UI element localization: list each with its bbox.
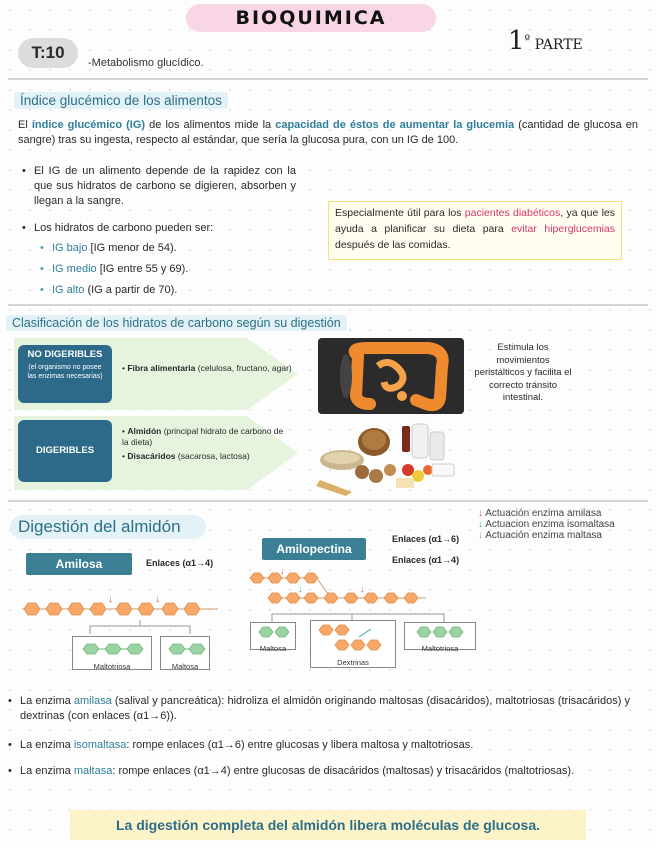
bullet-amilasa <box>8 694 630 724</box>
text-fragment: de los alimentos mide la <box>145 119 276 131</box>
amilosa-label: Amilosa <box>26 553 132 575</box>
legend-item-isomaltasa <box>478 519 615 530</box>
text-fragment: (cantidad de glucosa en sangre) tras su ingesta, respecto al estándar, que sería la glucosa pura, con un IG de 100. <box>18 119 638 146</box>
product-label: Maltosa <box>171 662 199 671</box>
no-dig-effect: Estimula los movimientos peristálticos y facilita el correcto tránsito intestinal. <box>474 342 572 403</box>
intestine-illustration <box>318 338 464 414</box>
bullet-text: El IG de un alimento depende de la rapidez con la que sus hidratos de carbono se digieren, absorben y llegan a la sangre. <box>34 165 296 207</box>
bullet-dot: • <box>8 765 12 777</box>
section-indice <box>14 92 228 110</box>
keyword-diabeticos: pacientes diabéticos <box>464 207 561 219</box>
text-fragment: La enzima <box>20 739 74 751</box>
amilopectina-label: Amilopectina <box>262 538 366 560</box>
ig-level-text: (IG a partir de 70). <box>84 284 178 296</box>
svg-text:↓: ↓ <box>108 594 113 605</box>
page-title: BIOQUIMICA <box>186 4 436 32</box>
ig-level-mid <box>40 262 189 277</box>
keyword-capacidad: capacidad de éstos de aumentar la glucemia <box>275 119 515 131</box>
ig-level-text: [IG entre 55 y 69). <box>96 263 189 275</box>
item-text: (sacarosa, lactosa) <box>175 451 250 461</box>
item-kw: Almidón <box>127 426 162 436</box>
keyword-ig: índice glucémico (IG) <box>31 119 146 131</box>
enzyme-legend <box>478 508 615 541</box>
legend-label: Actuación enzima maltasa <box>485 530 602 541</box>
amilopectina-chain <box>246 566 436 612</box>
svg-text:↓: ↓ <box>155 594 160 605</box>
text-fragment: El <box>18 119 32 131</box>
part-label <box>508 26 583 56</box>
bullet-dot: • <box>8 695 12 707</box>
maltosa-molecule <box>251 623 297 639</box>
amilosa-links: Enlaces (α1→4) <box>146 558 214 568</box>
bullet-dot: • <box>40 263 44 275</box>
keyword-evitar: evitar hiperglucemias <box>511 223 615 235</box>
ig-level-kw: IG bajo <box>52 242 88 254</box>
divider <box>8 78 648 80</box>
keyword-enzyme: isomaltasa <box>73 739 127 751</box>
amilopectina-links-14: Enlaces (α1→4) <box>392 555 460 565</box>
product-label: Maltotriosa <box>93 662 131 671</box>
box-digeribles: DIGERIBLES <box>18 420 112 482</box>
product-maltotriosa-box-2 <box>404 622 476 653</box>
ig-level-kw: IG medio <box>52 263 97 275</box>
legend-label: Actuacion enzima isomaltasa <box>485 519 615 530</box>
note-box <box>328 201 622 260</box>
text-fragment: La enzima <box>20 765 74 777</box>
bullet-dot: • <box>22 222 26 234</box>
legend-item-maltasa <box>478 530 615 541</box>
amilosa-chain <box>22 592 222 622</box>
item-text: (celulosa, fructano, agar) <box>195 363 292 373</box>
conclusion-box: La digestión completa del almidón libera moléculas de glucosa. <box>70 810 586 840</box>
ig-level-high <box>40 283 178 298</box>
product-maltosa-box <box>160 636 210 670</box>
ig-level-kw: IG alto <box>52 284 85 296</box>
product-label: Dextrinas <box>337 658 369 667</box>
keyword-enzyme: amilasa <box>73 695 112 707</box>
svg-text:↓: ↓ <box>298 584 303 594</box>
text-fragment: La enzima <box>20 695 74 707</box>
svg-text:↓: ↓ <box>360 584 365 594</box>
dig-item-disacaridos: • Disacáridos (sacarosa, lactosa) <box>122 451 250 461</box>
bullet-isomaltasa <box>8 738 630 753</box>
ig-level-low <box>40 241 177 256</box>
food-illustration <box>312 420 462 500</box>
arrow-icon: ↓ <box>478 530 483 541</box>
ig-level-text: [IG menor de 54). <box>87 242 177 254</box>
product-label: Maltosa <box>259 644 287 653</box>
arrow-icon: ↓ <box>478 519 483 530</box>
no-dig-subtitle: (el organismo no posee las enzimas necesarias) <box>27 364 103 380</box>
product-label: Maltotriosa <box>421 644 459 653</box>
product-maltosa-box-2 <box>250 622 296 653</box>
part-text: PARTE <box>534 37 583 53</box>
text-fragment: después de las comidas. <box>335 239 451 251</box>
section-heading-clasificacion: Clasificación de los hidratos de carbono según su digestión <box>6 315 347 331</box>
section-clasificacion <box>6 314 347 332</box>
no-dig-item: • Fibra alimentaria (celulosa, fructano, agar) <box>122 363 292 373</box>
bullet-dot: • <box>40 284 44 296</box>
product-dextrinas-box <box>310 620 396 668</box>
no-dig-title: NO DIGERIBLES <box>27 349 103 360</box>
part-ordinal: º <box>524 32 531 47</box>
section-heading-digestion: Digestión del almidón <box>10 515 206 539</box>
indice-intro <box>18 118 638 148</box>
text-fragment: : rompe enlaces (α1→6) entre glucosas y libera maltosa y maltotriosas. <box>126 739 474 751</box>
keyword-enzyme: maltasa <box>73 765 113 777</box>
bullet-tipos <box>22 221 214 236</box>
text-fragment: Especialmente útil para los <box>335 207 465 219</box>
topic-badge: T:10 <box>18 38 78 68</box>
legend-item-amilasa <box>478 508 615 519</box>
product-maltotriosa-box <box>72 636 152 670</box>
dig-item-almidon: • Almidón (principal hidrato de carbono de la dieta) <box>122 426 284 447</box>
bullet-dot: • <box>40 242 44 254</box>
arrow-icon: ↓ <box>478 508 483 519</box>
bullet-ig-depende <box>22 164 296 209</box>
part-number: 1 <box>508 26 525 56</box>
bullet-maltasa <box>8 764 630 779</box>
dextrina-molecule <box>311 621 397 653</box>
text-fragment: , ya que les ayuda a planificar su dieta para <box>335 207 616 235</box>
text-fragment: : rompe enlaces (α1→4) entre glucosas de disacáridos (maltosas) y trisacáridos (maltotriosas). <box>112 765 575 777</box>
legend-label: Actuación enzima amilasa <box>485 508 602 519</box>
maltotriosa-molecule <box>73 637 153 657</box>
bullet-text: Los hidratos de carbono pueden ser: <box>34 222 214 234</box>
text-fragment: (salival y pancreática): hidroliza el almidón originando maltosas (disacáridos), maltotriosas (trisacáridos) y dextrinas (con enlaces (α1→6)). <box>20 695 630 722</box>
amilopectina-links-16: Enlaces (α1→6) <box>392 534 460 544</box>
dig-items <box>122 426 292 462</box>
svg-text:↓: ↓ <box>280 566 285 576</box>
maltotriosa-molecule <box>405 623 477 639</box>
section-heading-indice: Índice glucémico de los alimentos <box>14 92 228 109</box>
topic-subtitle: -Metabolismo glucídico. <box>88 57 204 69</box>
divider <box>8 304 648 306</box>
item-text: (principal hidrato de carbono de la dieta) <box>122 426 284 447</box>
item-kw: Disacáridos <box>127 451 176 461</box>
bullet-dot: • <box>22 165 26 177</box>
item-kw: Fibra alimentaria <box>127 363 196 373</box>
divider <box>8 500 648 502</box>
maltosa-molecule <box>161 637 211 657</box>
box-no-digeribles <box>18 345 112 403</box>
bullet-dot: • <box>8 739 12 751</box>
